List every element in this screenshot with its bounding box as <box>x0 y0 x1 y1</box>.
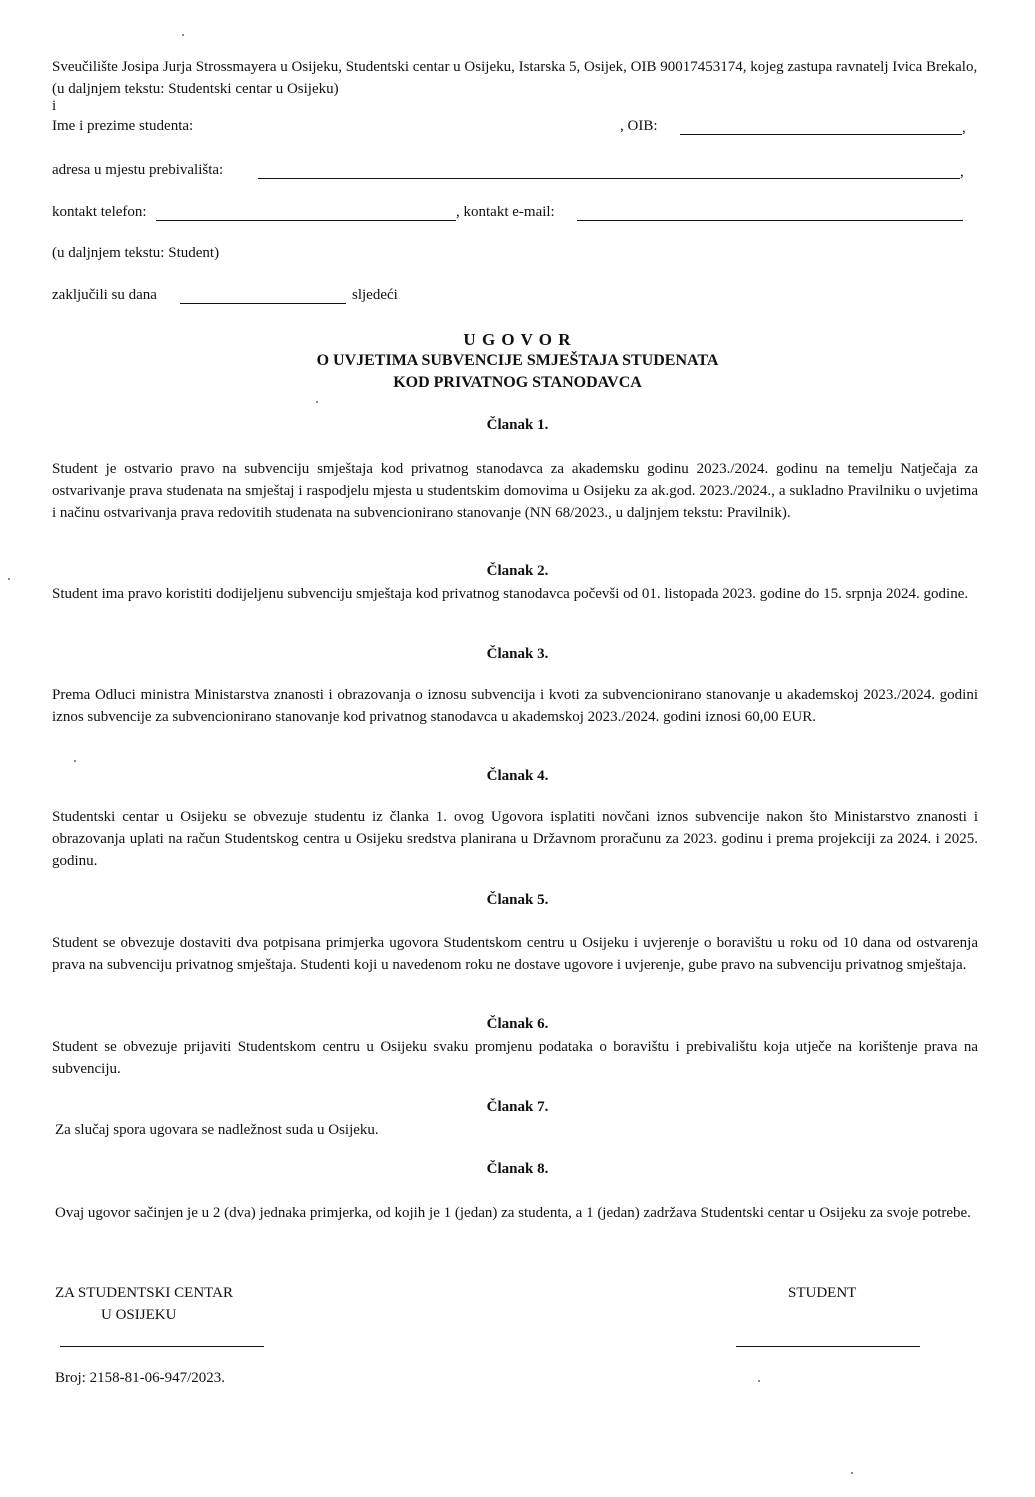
scan-speck <box>758 1380 760 1382</box>
concluded-prefix: zaključili su dana <box>52 287 157 303</box>
article-text: Prema Odluci ministra Ministarstva znanosti i obrazovanja o iznosu subvencija i kvoti za subvencionirano stanovanje u akademskoj 2023./2024. godini iznos subvencije za subvencionirano stanovanje kod privatnog stanodavca u akademskoj 2023./2024. godini iznosi 60,00 EUR. <box>52 687 978 725</box>
article-text: Student ima pravo koristiti dodijeljenu subvenciju smještaja kod privatnog stanodavca počevši od 01. listopada 2023. godine do 15. srpnja 2024. godine. <box>52 586 969 602</box>
article-heading: Članak 1. <box>486 417 549 433</box>
article-heading: Članak 5. <box>486 892 549 908</box>
scan-speck <box>74 760 76 762</box>
oib-field[interactable] <box>680 134 962 135</box>
article-heading: Članak 2. <box>486 563 549 579</box>
article-heading: Članak 3. <box>486 646 549 662</box>
student-name-label: Ime i prezime studenta: <box>52 118 194 134</box>
article-text: Student se obvezuje dostaviti dva potpisana primjerka ugovora Studentskom centru u Osijeku i uvjerenje o boravištu u roku od 10 dana od ostvarenja prava na subvenciju privatnog smještaja. Studenti koji u navedenom roku ne dostave ugovore i uvjerenje, gube pravo na subvenciju privatnog smještaja. <box>52 935 978 973</box>
phone-label: kontakt telefon: <box>52 204 147 220</box>
scan-speck <box>182 34 184 36</box>
signature-left-line[interactable] <box>60 1346 264 1347</box>
contract-subtitle-2: KOD PRIVATNOG STANODAVCA <box>393 374 642 391</box>
signature-left-title: ZA STUDENTSKI CENTAR <box>55 1285 233 1301</box>
scan-speck <box>316 401 318 403</box>
email-label: , kontakt e-mail: <box>456 204 555 220</box>
scan-speck <box>851 1472 853 1474</box>
contract-subtitle-1: O UVJETIMA SUBVENCIJE SMJEŠTAJA STUDENATA <box>316 352 719 369</box>
signature-right-title: STUDENT <box>788 1285 857 1301</box>
address-label: adresa u mjestu prebivališta: <box>52 162 224 178</box>
email-field[interactable] <box>577 220 963 221</box>
party-paragraph: Sveučilište Josipa Jurja Strossmayera u Osijeku, Studentski centar u Osijeku, Istarska 5, Osijek, OIB 90017453174, kojeg zastupa ravnatelj Ivica Brekalo, (u daljnjem tekstu: Studentski centar u Osijeku) <box>52 59 978 97</box>
article-heading: Članak 4. <box>486 768 549 784</box>
address-field-comma: , <box>960 164 964 180</box>
oib-field-comma: , <box>962 120 966 136</box>
scan-speck <box>8 578 10 580</box>
concluded-suffix: sljedeći <box>352 287 398 303</box>
article-text: Student se obvezuje prijaviti Studentskom centru u Osijeku svaku promjenu podataka o boravištu i prebivalištu koja utječe na korištenje prava na subvenciju. <box>52 1039 978 1077</box>
oib-label: , OIB: <box>620 118 658 134</box>
article-text: Studentski centar u Osijeku se obvezuje studentu iz članka 1. ovog Ugovora isplatiti novčani iznos subvencije nakon što Ministarstvo znanosti i obrazovanja uplati na račun Studentskog centra u Osijeku sredstva planirana u Državnom proračunu za 2023. godinu i prema projekciji za 2024. i 2025. godinu. <box>52 809 978 869</box>
conjunction: i <box>52 98 57 114</box>
article-heading: Članak 7. <box>486 1099 549 1115</box>
signature-left-subtitle: U OSIJEKU <box>101 1307 177 1323</box>
article-heading: Članak 6. <box>486 1016 549 1032</box>
address-field[interactable] <box>258 178 960 179</box>
contract-title: U G O V O R <box>463 330 572 349</box>
phone-field[interactable] <box>156 220 456 221</box>
reference-number: Broj: 2158-81-06-947/2023. <box>55 1370 225 1386</box>
date-field[interactable] <box>180 303 346 304</box>
signature-right-line[interactable] <box>736 1346 920 1347</box>
article-text: Student je ostvario pravo na subvenciju smještaja kod privatnog stanodavca za akademsku godinu 2023./2024. godinu na temelju Natječaja za ostvarivanje prava studenata na smještaj i raspodjelu mjesta u studentskim domovima u Osijeku za ak.god. 2023./2024., a sukladno Pravilniku o uvjetima i načinu ostvarivanja prava redovitih studenata na subvencionirano stanovanje (NN 68/2023., u daljnjem tekstu: Pravilnik). <box>52 461 978 521</box>
student-note: (u daljnjem tekstu: Student) <box>52 245 220 261</box>
article-text: Ovaj ugovor sačinjen je u 2 (dva) jednaka primjerka, od kojih je 1 (jedan) za studenta, a 1 (jedan) zadržava Studentski centar u Osijeku za svoje potrebe. <box>55 1205 971 1221</box>
article-text: Za slučaj spora ugovara se nadležnost suda u Osijeku. <box>55 1122 379 1138</box>
article-heading: Članak 8. <box>486 1161 549 1177</box>
